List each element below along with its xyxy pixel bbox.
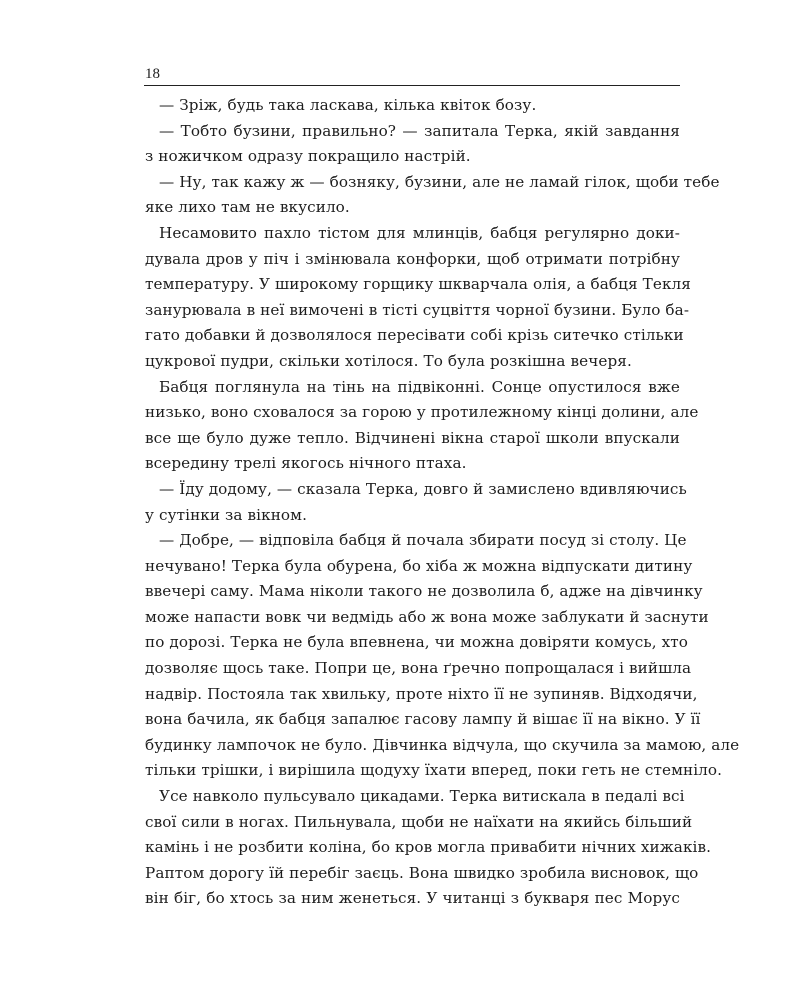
text-line: він біг, бо хтось за ним женеться. У читанці з букваря пес Морус <box>145 889 680 908</box>
text-line: — Зріж, будь така ласкава, кілька квіток бозу. <box>159 96 537 114</box>
text-line: по дорозі. Терка не була впевнена, чи можна довіряти комусь, хто <box>145 633 688 652</box>
text-line: гато добавки й дозволялося пересівати собі крізь ситечко стільки <box>145 326 684 345</box>
text-line: Бабця поглянула на тінь на підвіконні. Сонце опустилося вже <box>159 377 680 396</box>
text-line: камінь і не розбити коліна, бо кров могла привабити нічних хижаків. <box>145 838 712 857</box>
text-line: — Тобто бузини, правильно? — запитала Терка, якій завдання <box>159 121 680 140</box>
text-line: нечувано! Терка була обурена, бо хіба ж можна відпускати дитину <box>145 556 693 575</box>
text-line: ввечері саму. Мама ніколи такого не дозволила б, адже на дівчинку <box>145 582 703 601</box>
text-line: може напасти вовк чи ведмідь або ж вона може заблукати й заснути <box>145 607 709 626</box>
text-line: — Їду додому, — сказала Терка, довго й замислено вдивляючись <box>159 479 687 498</box>
text-line: вона бачила, як бабця запалює гасову лампу й вішає її на вікно. У її <box>145 710 701 729</box>
text-line: температуру. У широкому горщику шкварчала олія, а бабця Текля <box>145 275 691 294</box>
text-line: цукрової пудри, скільки хотілося. То була розкішна вечеря. <box>145 351 632 370</box>
text-line: тільки трішки, і вирішила щодуху їхати вперед, поки геть не стемніло. <box>145 761 723 780</box>
text-line: будинку лампочок не було. Дівчинка відчула, що скучила за мамою, але <box>145 735 740 754</box>
text-line: надвір. Постояла так хвильку, проте ніхто її не зупиняв. Відходячи, <box>145 684 698 703</box>
text-line: занурювала в неї вимочені в тісті суцвіття чорної бузини. Було ба- <box>145 300 690 319</box>
text-line: Раптом дорогу їй перебіг заєць. Вона швидко зробила висновок, що <box>145 863 699 882</box>
text-line: дозволяє щось таке. Попри це, вона ґречно попрощалася і вийшла <box>145 659 692 678</box>
text-body <box>145 93 740 912</box>
text-line: з ножичком одразу покращило настрій. <box>145 147 471 166</box>
text-line: всередину трелі якогось нічного птаха. <box>145 454 467 473</box>
text-line: свої сили в ногах. Пильнувала, щоби не наїхати на якийсь більший <box>145 812 693 831</box>
text-line: — Ну, так кажу ж — бозняку, бузини, але не ламай гілок, щоби тебе <box>159 172 720 191</box>
text-line: — Добре, — відповіла бабця й почала збирати посуд зі столу. Це <box>159 531 687 550</box>
text-line: Усе навколо пульсувало цикадами. Терка витискала в педалі всі <box>159 787 685 806</box>
header-rule <box>144 85 680 86</box>
text-line: дувала дров у піч і змінювала конфорки, щоб отримати потрібну <box>145 249 680 268</box>
text-line: низько, воно сховалося за горою у протилежному кінці долини, але <box>145 403 699 422</box>
text-line: яке лихо там не вкусило. <box>145 198 350 217</box>
text-line: Несамовито пахло тістом для млинців, бабця регулярно доки- <box>159 223 680 242</box>
page-number: 18 <box>145 66 160 82</box>
text-line: у сутінки за вікном. <box>145 505 308 524</box>
text-line: все ще було дуже тепло. Відчинені вікна старої школи впускали <box>145 428 680 447</box>
